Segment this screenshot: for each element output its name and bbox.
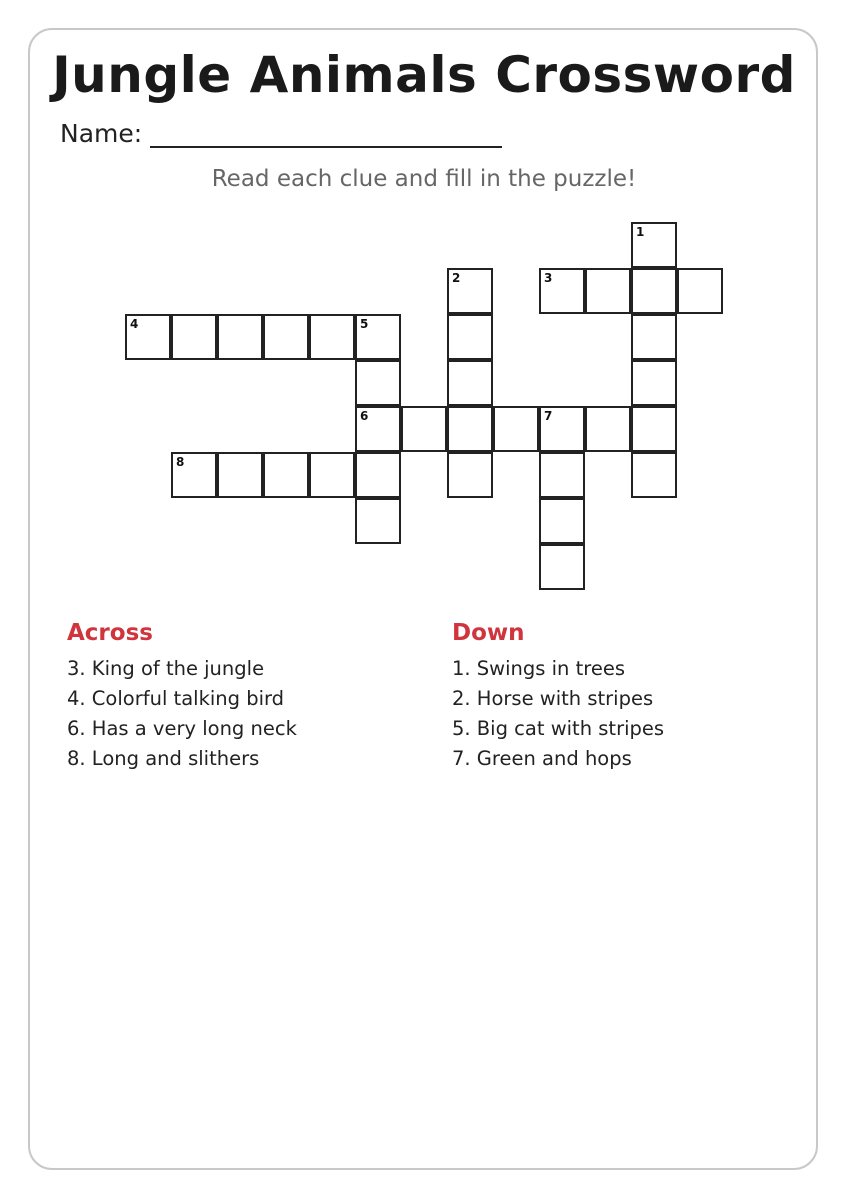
down-clue: 2. Horse with stripes (452, 687, 654, 710)
crossword-cell[interactable] (217, 452, 263, 498)
crossword-cell[interactable] (447, 452, 493, 498)
down-clue: 5. Big cat with stripes (452, 717, 665, 740)
crossword-cell[interactable] (355, 314, 401, 360)
down-clue-list (452, 654, 664, 774)
clue-number: 6 (360, 409, 369, 423)
crossword-cell[interactable] (309, 452, 355, 498)
clue-number: 3 (544, 271, 553, 285)
across-heading: Across (67, 620, 153, 646)
crossword-cell[interactable] (217, 314, 263, 360)
crossword-cell[interactable] (539, 268, 585, 314)
clue-number: 1 (636, 225, 645, 239)
across-clue: 4. Colorful talking bird (67, 687, 285, 710)
name-row (60, 118, 502, 148)
crossword-cell[interactable] (631, 222, 677, 268)
crossword-cell[interactable] (355, 406, 401, 452)
down-heading: Down (452, 620, 525, 646)
crossword-cell[interactable] (355, 452, 401, 498)
crossword-cell[interactable] (631, 314, 677, 360)
instructions: Read each clue and fill in the puzzle! (211, 166, 637, 192)
crossword-cell[interactable] (401, 406, 447, 452)
clue-number: 2 (452, 271, 461, 285)
crossword-cell[interactable] (447, 314, 493, 360)
crossword-cell[interactable] (355, 498, 401, 544)
crossword-cell[interactable] (539, 452, 585, 498)
crossword-cell[interactable] (447, 360, 493, 406)
clue-number: 4 (130, 317, 139, 331)
across-clue: 8. Long and slithers (67, 747, 260, 770)
crossword-cell[interactable] (493, 406, 539, 452)
crossword-cell[interactable] (539, 498, 585, 544)
crossword-cell[interactable] (263, 452, 309, 498)
crossword-cell[interactable] (263, 314, 309, 360)
down-clue: 7. Green and hops (452, 747, 632, 770)
crossword-cell[interactable] (677, 268, 723, 314)
worksheet-frame (28, 28, 818, 1170)
crossword-cell[interactable] (539, 406, 585, 452)
crossword-cell[interactable] (585, 268, 631, 314)
crossword-cell[interactable] (171, 452, 217, 498)
name-field[interactable] (150, 118, 502, 148)
down-clue: 1. Swings in trees (452, 657, 626, 680)
crossword-cell[interactable] (125, 314, 171, 360)
crossword-cell[interactable] (631, 268, 677, 314)
across-clue-list (67, 654, 297, 774)
crossword-cell[interactable] (309, 314, 355, 360)
clue-number: 7 (544, 409, 553, 423)
across-clue: 6. Has a very long neck (67, 717, 297, 740)
crossword-cell[interactable] (539, 544, 585, 590)
crossword-cell[interactable] (585, 406, 631, 452)
crossword-cell[interactable] (171, 314, 217, 360)
crossword-cell[interactable] (631, 360, 677, 406)
across-clue: 3. King of the jungle (67, 657, 265, 680)
clue-number: 5 (360, 317, 369, 331)
name-label: Name: (60, 119, 143, 148)
crossword-cell[interactable] (631, 452, 677, 498)
crossword-cell[interactable] (447, 406, 493, 452)
crossword-cell[interactable] (447, 268, 493, 314)
crossword-cell[interactable] (631, 406, 677, 452)
crossword-cell[interactable] (355, 360, 401, 406)
page-title: Jungle Animals Crossword (52, 46, 796, 104)
clue-number: 8 (176, 455, 185, 469)
